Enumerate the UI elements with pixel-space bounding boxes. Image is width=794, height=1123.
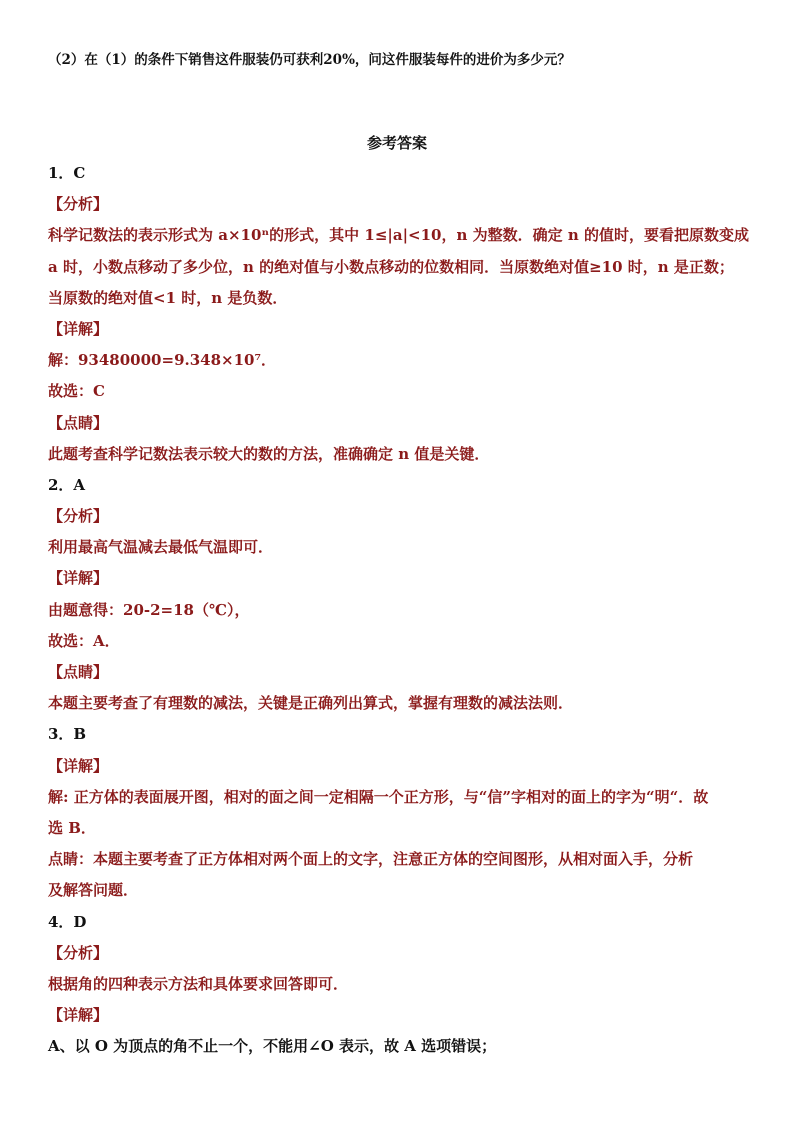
answer-4-detail-label: 【详解】 [48, 1006, 109, 1025]
answer-2-number: 2．A [48, 475, 86, 494]
answer-2-detail-line: 故选：A． [48, 631, 120, 650]
question-2-text: （2）在（1）的条件下销售这件服装仍可获利20%，问这件服装每件的进价为多少元？ [48, 52, 571, 68]
answer-4-detail-line: A、以 O 为顶点的角不止一个，不能用∠O 表示，故 A 选项错误； [48, 1037, 497, 1056]
answer-2-detail-label: 【详解】 [48, 569, 109, 588]
answer-3-detail-line: 点睛：本题主要考查了正方体相对两个面上的文字，注意正方体的空间图形，从相对面入手，分析 [48, 850, 694, 869]
answer-3-number: 3．B [48, 725, 87, 744]
answer-1-number: 1．C [48, 164, 86, 182]
answer-3-detail-line: 选 B． [48, 818, 96, 837]
answer-1-comment-line: 此题考查科学记数法表示较大的数的方法，准确确定 n 值是关键． [48, 444, 490, 463]
answer-4-number: 4．D [48, 912, 87, 931]
answer-2-analysis-line: 利用最高气温减去最低气温即可． [48, 538, 274, 557]
answer-2-detail-line: 由题意得：20-2=18（℃）， [48, 600, 250, 619]
answer-1-analysis-line: 当原数的绝对值<1 时，n 是负数． [48, 288, 288, 307]
answer-3-detail-line: 及解答问题． [48, 881, 139, 900]
answer-1-comment-label: 【点睛】 [48, 413, 109, 432]
answer-1-detail-line: 故选：C [48, 382, 105, 401]
answer-2-comment-line: 本题主要考查了有理数的减法，关键是正确列出算式，掌握有理数的减法法则． [48, 694, 574, 713]
answer-2-comment-label: 【点睛】 [48, 663, 109, 681]
answer-4-analysis-label: 【分析】 [48, 943, 109, 962]
answers-title: 参考答案 [366, 134, 427, 152]
answer-1-detail-label: 【详解】 [48, 319, 109, 338]
answer-1-analysis-label: 【分析】 [48, 195, 109, 214]
answer-3-detail-line: 解: 正方体的表面展开图，相对的面之间一定相隔一个正方形，与“信”字相对的面上的字为“明“．故 [48, 787, 709, 806]
answer-3-detail-label: 【详解】 [48, 756, 109, 775]
answer-1-detail-line: 解：93480000=9.348×10⁷． [48, 351, 277, 370]
answer-2-analysis-label: 【分析】 [48, 507, 109, 526]
answers-body [48, 158, 748, 1062]
answer-1-analysis-line: a 时，小数点移动了多少位，n 的绝对值与小数点移动的位数相同．当原数绝对值≥10 时，n 是正数； [48, 257, 734, 276]
answer-4-analysis-line: 根据角的四种表示方法和具体要求回答即可． [48, 974, 349, 993]
answer-1-analysis-line: 科学记数法的表示形式为 a×10ⁿ的形式，其中 1≤|a|<10，n 为整数．确定 n 的值时，要看把原数变成 [48, 226, 749, 245]
